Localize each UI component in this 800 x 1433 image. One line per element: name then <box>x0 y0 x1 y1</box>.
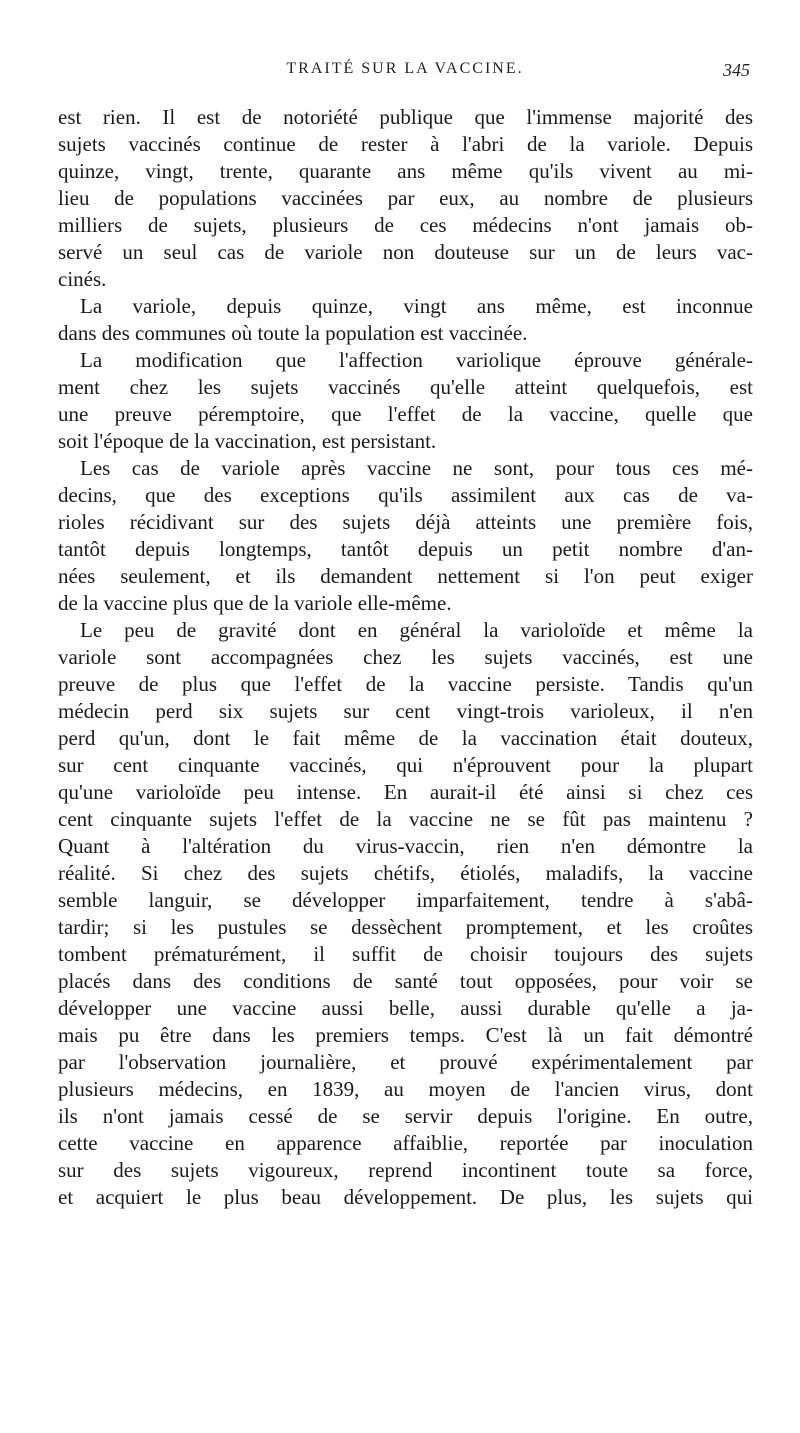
text-line: Les cas de variole après vaccine ne sont, pour tous ces mé- <box>80 456 753 480</box>
page-number: 345 <box>723 60 750 80</box>
running-head <box>60 60 750 88</box>
text-line: perd qu'un, dont le fait même de la vaccination était douteux, <box>58 726 753 750</box>
text-line: plusieurs médecins, en 1839, au moyen de l'ancien virus, dont <box>58 1077 753 1101</box>
text-line: sur cent cinquante vaccinés, qui n'éprouvent pour la plupart <box>58 753 753 777</box>
text-line: semble languir, se développer imparfaitement, tendre à s'abâ- <box>58 888 753 912</box>
text-line: Le peu de gravité dont en général la varioloïde et même la <box>80 618 753 642</box>
text-line: cent cinquante sujets l'effet de la vaccine ne se fût pas maintenu ? <box>58 807 753 831</box>
text-line: sur des sujets vigoureux, reprend incontinent toute sa force, <box>58 1158 753 1182</box>
text-line: une preuve péremptoire, que l'effet de la vaccine, quelle que <box>58 402 753 426</box>
text-line: médecin perd six sujets sur cent vingt-trois varioleux, il n'en <box>58 699 753 723</box>
text-line: par l'observation journalière, et prouvé expérimentalement par <box>58 1050 753 1074</box>
text-line: quinze, vingt, trente, quarante ans même qu'ils vivent au mi- <box>58 159 753 183</box>
text-line: La variole, depuis quinze, vingt ans même, est inconnue <box>80 294 753 318</box>
text-line: est rien. Il est de notoriété publique que l'immense majorité des <box>58 105 753 129</box>
text-line: variole sont accompagnées chez les sujets vaccinés, est une <box>58 645 753 669</box>
text-line: tombent prématurément, il suffit de choisir toujours des sujets <box>58 942 753 966</box>
text-line: tantôt depuis longtemps, tantôt depuis un petit nombre d'an- <box>58 537 753 561</box>
text-line: qu'une varioloïde peu intense. En aurait-il été ainsi si chez ces <box>58 780 753 804</box>
text-line: ils n'ont jamais cessé de se servir depuis l'origine. En outre, <box>58 1104 753 1128</box>
body-text <box>58 104 753 1211</box>
text-line: nées seulement, et ils demandent nettement si l'on peut exiger <box>58 564 753 588</box>
text-line: et acquiert le plus beau développement. De plus, les sujets qui <box>58 1185 753 1209</box>
text-line: milliers de sujets, plusieurs de ces médecins n'ont jamais ob- <box>58 213 753 237</box>
text-line: La modification que l'affection variolique éprouve générale- <box>80 348 753 372</box>
text-line: cette vaccine en apparence affaiblie, reportée par inoculation <box>58 1131 753 1155</box>
text-line: servé un seul cas de variole non douteuse sur un de leurs vac- <box>58 240 753 264</box>
text-line: preuve de plus que l'effet de la vaccine persiste. Tandis qu'un <box>58 672 753 696</box>
text-line: de la vaccine plus que de la variole elle-même. <box>58 591 452 615</box>
text-line: sujets vaccinés continue de rester à l'abri de la variole. Depuis <box>58 132 753 156</box>
text-line: réalité. Si chez des sujets chétifs, étiolés, maladifs, la vaccine <box>58 861 753 885</box>
running-title: TRAITÉ SUR LA VACCINE. <box>286 60 524 77</box>
text-line: decins, que des exceptions qu'ils assimilent aux cas de va- <box>58 483 753 507</box>
text-line: placés dans des conditions de santé tout opposées, pour voir se <box>58 969 753 993</box>
text-line: ment chez les sujets vaccinés qu'elle atteint quelquefois, est <box>58 375 753 399</box>
text-line: tardir; si les pustules se dessèchent promptement, et les croûtes <box>58 915 753 939</box>
text-line: Quant à l'altération du virus-vaccin, rien n'en démontre la <box>58 834 753 858</box>
text-line: développer une vaccine aussi belle, aussi durable qu'elle a ja- <box>58 996 753 1020</box>
text-line: lieu de populations vaccinées par eux, au nombre de plusieurs <box>58 186 753 210</box>
text-line: cinés. <box>58 267 107 291</box>
text-line: dans des communes où toute la population est vaccinée. <box>58 321 528 345</box>
text-line: soit l'époque de la vaccination, est persistant. <box>58 429 437 453</box>
text-line: rioles récidivant sur des sujets déjà atteints une première fois, <box>58 510 753 534</box>
text-line: mais pu être dans les premiers temps. C'est là un fait démontré <box>58 1023 753 1047</box>
